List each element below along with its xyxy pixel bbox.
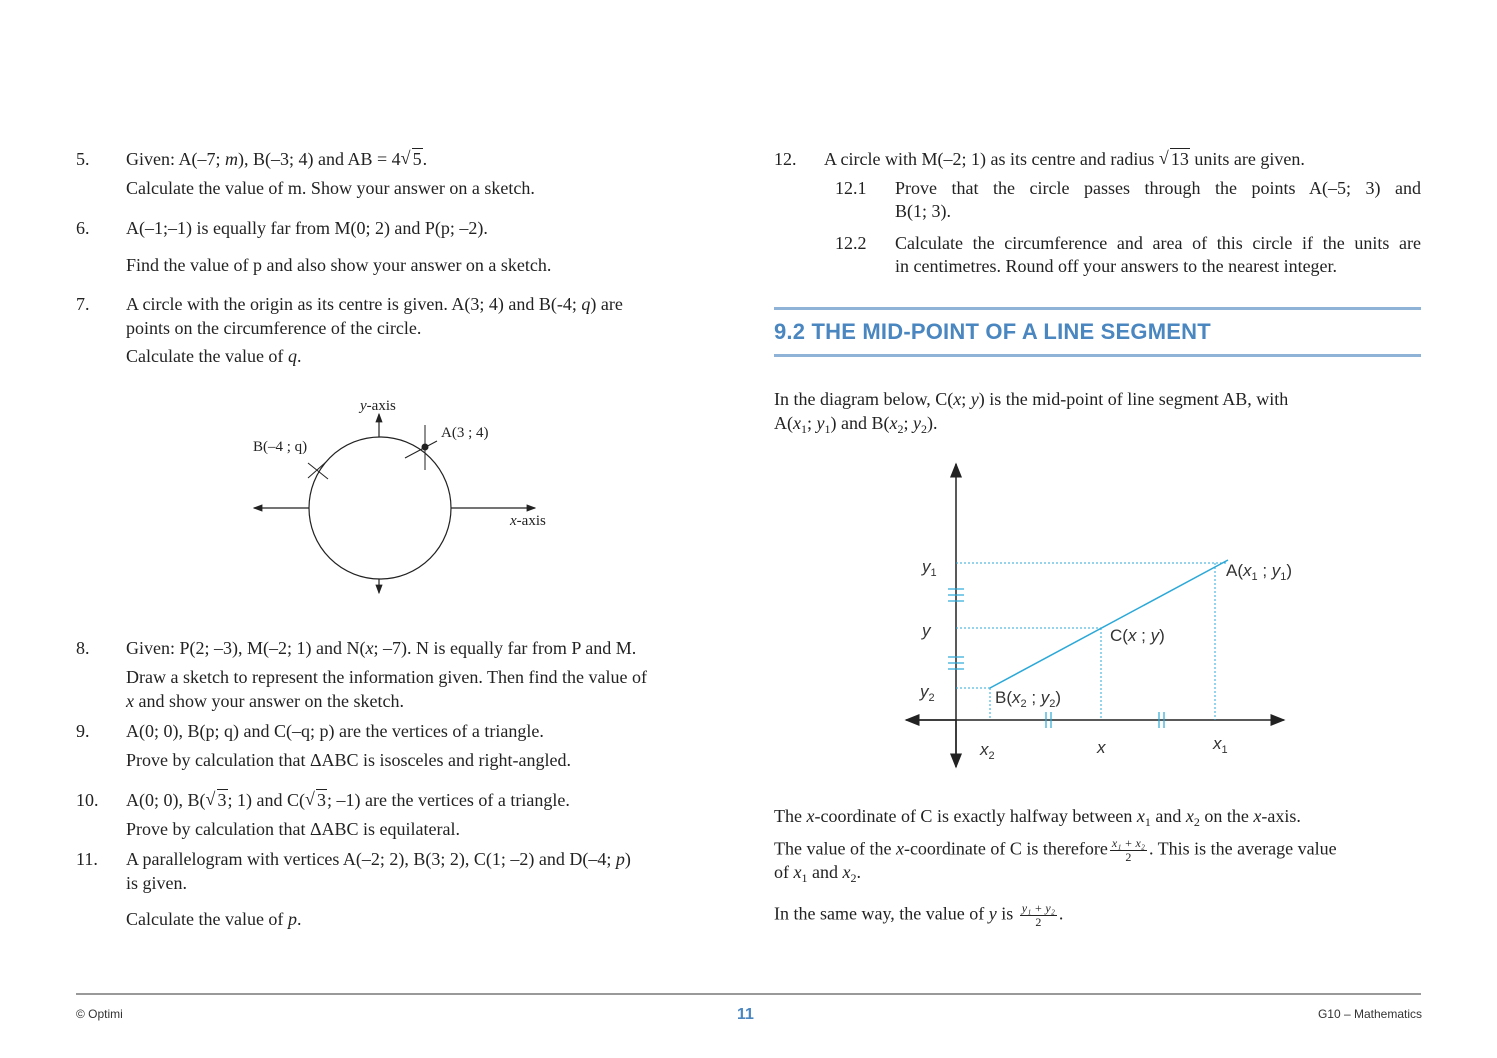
text-run: Given: A(–7;: [126, 149, 225, 169]
text-run: y: [988, 903, 997, 924]
text-run: x: [1012, 688, 1021, 707]
text-run: in centimetres. Round off your answers to the nearest integer.: [895, 256, 1338, 276]
text-run: .: [856, 862, 861, 882]
text-run: x: [1127, 626, 1137, 645]
fraction-numerator: x₁ + x₂: [1111, 836, 1145, 850]
text-run: ): [1159, 626, 1165, 645]
text-run: 1: [1280, 571, 1287, 583]
text-run: 1: [1251, 571, 1258, 583]
square-root: √ 3: [316, 789, 327, 810]
fraction-numerator: y₁ + y₂: [1021, 901, 1055, 915]
text-run: .: [296, 909, 302, 929]
text-run: Draw a sketch to represent the information given. Then find the value of: [126, 667, 647, 687]
text-run: B(: [995, 688, 1012, 707]
explanation-text: [774, 837, 1337, 864]
fraction-denominator: 2: [1035, 915, 1042, 929]
text-run: .: [296, 346, 302, 366]
fraction-denominator: 2: [1125, 850, 1132, 864]
text-run: Calculate the value of: [126, 346, 288, 366]
text-run: A(0; 0), B(: [126, 790, 206, 810]
text-run: 2: [921, 422, 928, 436]
text-run: x: [1213, 734, 1222, 753]
text-run: 1: [1221, 744, 1228, 756]
point-c-label: [1110, 626, 1165, 646]
fraction: [1020, 902, 1057, 929]
text-run: p: [615, 849, 625, 869]
text-run: B(1; 3).: [895, 201, 951, 221]
text-run: -axis: [516, 513, 546, 529]
y1-label: [922, 557, 937, 583]
question-number: 6.: [76, 218, 90, 238]
text-run: y: [913, 413, 922, 433]
explanation-text: [774, 861, 861, 889]
text-run: m: [225, 149, 238, 169]
text-run: ;: [903, 413, 914, 433]
text-run: A circle with the origin as its centre is given. A(3; 4) and B(-4;: [126, 294, 582, 314]
text-run: 1: [1144, 815, 1151, 829]
text-run: x: [1253, 806, 1262, 826]
text-run: 2: [1193, 815, 1200, 829]
text-run: 2: [1049, 698, 1056, 710]
text-run: .: [422, 149, 428, 169]
text-run: 2: [928, 692, 935, 704]
text-run: ) is the mid-point of line segment AB, with: [978, 389, 1289, 409]
text-run: is given.: [126, 873, 187, 893]
text-run: y: [1040, 688, 1050, 707]
x2-label: [980, 740, 995, 766]
text-run: on the: [1199, 806, 1254, 826]
text-run: ; –1) are the vertices of a triangle.: [326, 790, 570, 810]
text-run: 2: [988, 750, 995, 762]
text-run: x: [510, 513, 517, 529]
text-run: y: [922, 621, 931, 640]
text-run: In the same way, the value of: [774, 903, 989, 924]
text-run: ;: [1257, 561, 1272, 580]
question-number: 12.2: [835, 233, 867, 253]
text-run: A(3 ; 4): [441, 425, 489, 441]
text-run: C(: [1110, 626, 1128, 645]
text-run: x: [793, 862, 802, 882]
text-run: A(: [774, 413, 793, 433]
text-run: ; –7). N is equally far from P and M.: [373, 638, 637, 658]
text-run: y: [922, 557, 931, 576]
text-run: 1: [930, 567, 937, 579]
text-run: ) are: [590, 294, 623, 314]
footer-copyright: © Optimi: [76, 1007, 123, 1021]
explanation-text: [774, 902, 1063, 929]
footer-rule: [76, 993, 1421, 995]
question-number: 10.: [76, 790, 99, 810]
text-run: x: [842, 862, 851, 882]
text-run: and show your answer on the sketch.: [134, 691, 404, 711]
text-run: p: [287, 909, 297, 929]
text-run: 2: [897, 422, 904, 436]
text-run: x: [895, 838, 904, 859]
question-number: 11.: [76, 849, 98, 869]
text-run: is: [996, 903, 1018, 924]
text-run: Prove that the circle passes through the points A(–5; 3) and: [895, 178, 1421, 198]
text-run: -axis: [366, 398, 396, 414]
explanation-text: [774, 805, 1301, 833]
square-root: √ 5: [412, 148, 423, 169]
square-root: √ 3: [217, 789, 228, 810]
page-number: 11: [737, 1006, 754, 1023]
text-run: ).: [927, 413, 938, 433]
text-run: x: [889, 413, 898, 433]
text-run: ; 1) and C(: [227, 790, 305, 810]
text-run: 1: [824, 422, 831, 436]
question-number: 5.: [76, 149, 90, 169]
question-number: 7.: [76, 294, 90, 314]
text-run: ;: [1136, 626, 1151, 645]
text-run: ;: [961, 389, 971, 409]
text-run: 1: [801, 422, 807, 436]
text-run: x: [1243, 561, 1252, 580]
text-run: ) and B(: [830, 413, 890, 433]
text-run: x: [126, 691, 134, 711]
text-run: 2: [850, 871, 857, 885]
question-number: 9.: [76, 721, 90, 741]
text-run: 2: [1020, 698, 1027, 710]
segment-ab: [990, 560, 1228, 688]
text-run: and: [1150, 806, 1186, 826]
text-run: x: [806, 806, 815, 826]
text-run: ), B(–3; 4) and AB = 4: [238, 149, 401, 169]
text-run: y: [1150, 626, 1160, 645]
text-run: and: [807, 862, 843, 882]
text-run: A parallelogram with vertices A(–2; 2), B(3; 2), C(1; –2) and D(–4;: [126, 849, 616, 869]
text-run: points on the circumference of the circle.: [126, 318, 422, 338]
text-run: ;: [1026, 688, 1041, 707]
x1-label: [1213, 734, 1228, 760]
question-number: 12.: [774, 149, 797, 169]
text-run: y: [920, 682, 929, 701]
text-run: 1: [801, 871, 808, 885]
text-run: Given: P(2; –3), M(–2; 1) and N(: [126, 638, 366, 658]
footer-subject: G10 – Mathematics: [1317, 1007, 1422, 1021]
square-root: √ 13: [1170, 148, 1190, 169]
point-a-label: [1226, 561, 1292, 587]
text-run: y: [816, 413, 825, 433]
point-b-label: [995, 688, 1061, 714]
text-run: Find the value of p and also show your answer on a sketch.: [126, 255, 552, 275]
text-run: q: [581, 294, 591, 314]
text-run: A(–1;–1) is equally far from M(0; 2) and P(p; –2).: [126, 218, 488, 238]
text-run: ): [1055, 688, 1062, 707]
text-run: -axis.: [1261, 806, 1301, 826]
text-run: x: [1136, 806, 1145, 826]
text-run: y: [970, 389, 979, 409]
text-run: Calculate the value of: [126, 909, 288, 929]
y2-label: [920, 682, 935, 708]
text-run: x: [365, 638, 374, 658]
text-run: The: [774, 806, 807, 826]
text-run: Prove by calculation that ΔABC is equilateral.: [126, 819, 460, 839]
text-run: B(–4 ; q): [253, 439, 308, 455]
text-run: ): [624, 849, 631, 869]
text-run: x: [980, 740, 989, 759]
text-run: A circle with M(–2; 1) as its centre and radius: [824, 149, 1159, 169]
question-number: 8.: [76, 638, 90, 658]
y-label: [922, 621, 931, 641]
text-run: Calculate the circumference and area of this circle if the units are: [895, 233, 1421, 253]
text-run: y: [360, 398, 367, 414]
text-run: The value of the: [774, 838, 896, 859]
text-run: x: [1097, 738, 1106, 757]
text-run: ): [1286, 561, 1293, 580]
text-run: -coordinate of C is therefore: [903, 838, 1108, 859]
text-run: Prove by calculation that ΔABC is isosceles and right-angled.: [126, 750, 571, 770]
text-run: x: [793, 413, 801, 433]
text-run: x: [1185, 806, 1194, 826]
text-run: -coordinate of C is exactly halfway between: [814, 806, 1137, 826]
x-label: [1097, 738, 1106, 758]
text-run: .: [1058, 903, 1064, 924]
text-run: . This is the average value: [1148, 838, 1337, 859]
question-number: 12.1: [835, 178, 867, 198]
text-run: y: [1271, 561, 1281, 580]
text-run: In the diagram below, C(: [774, 389, 954, 409]
text-run: q: [287, 346, 297, 366]
section-heading: 9.2 THE MID-POINT OF A LINE SEGMENT: [774, 319, 1211, 344]
text-run: x: [953, 389, 962, 409]
text-run: Calculate the value of m. Show your answer on a sketch.: [126, 178, 535, 198]
text-run: A(: [1226, 561, 1243, 580]
text-run: units are given.: [1189, 149, 1305, 169]
fraction: [1110, 837, 1147, 864]
text-run: of: [774, 862, 794, 882]
text-run: ;: [807, 413, 817, 433]
text-run: A(0; 0), B(p; q) and C(–q; p) are the vertices of a triangle.: [126, 721, 544, 741]
